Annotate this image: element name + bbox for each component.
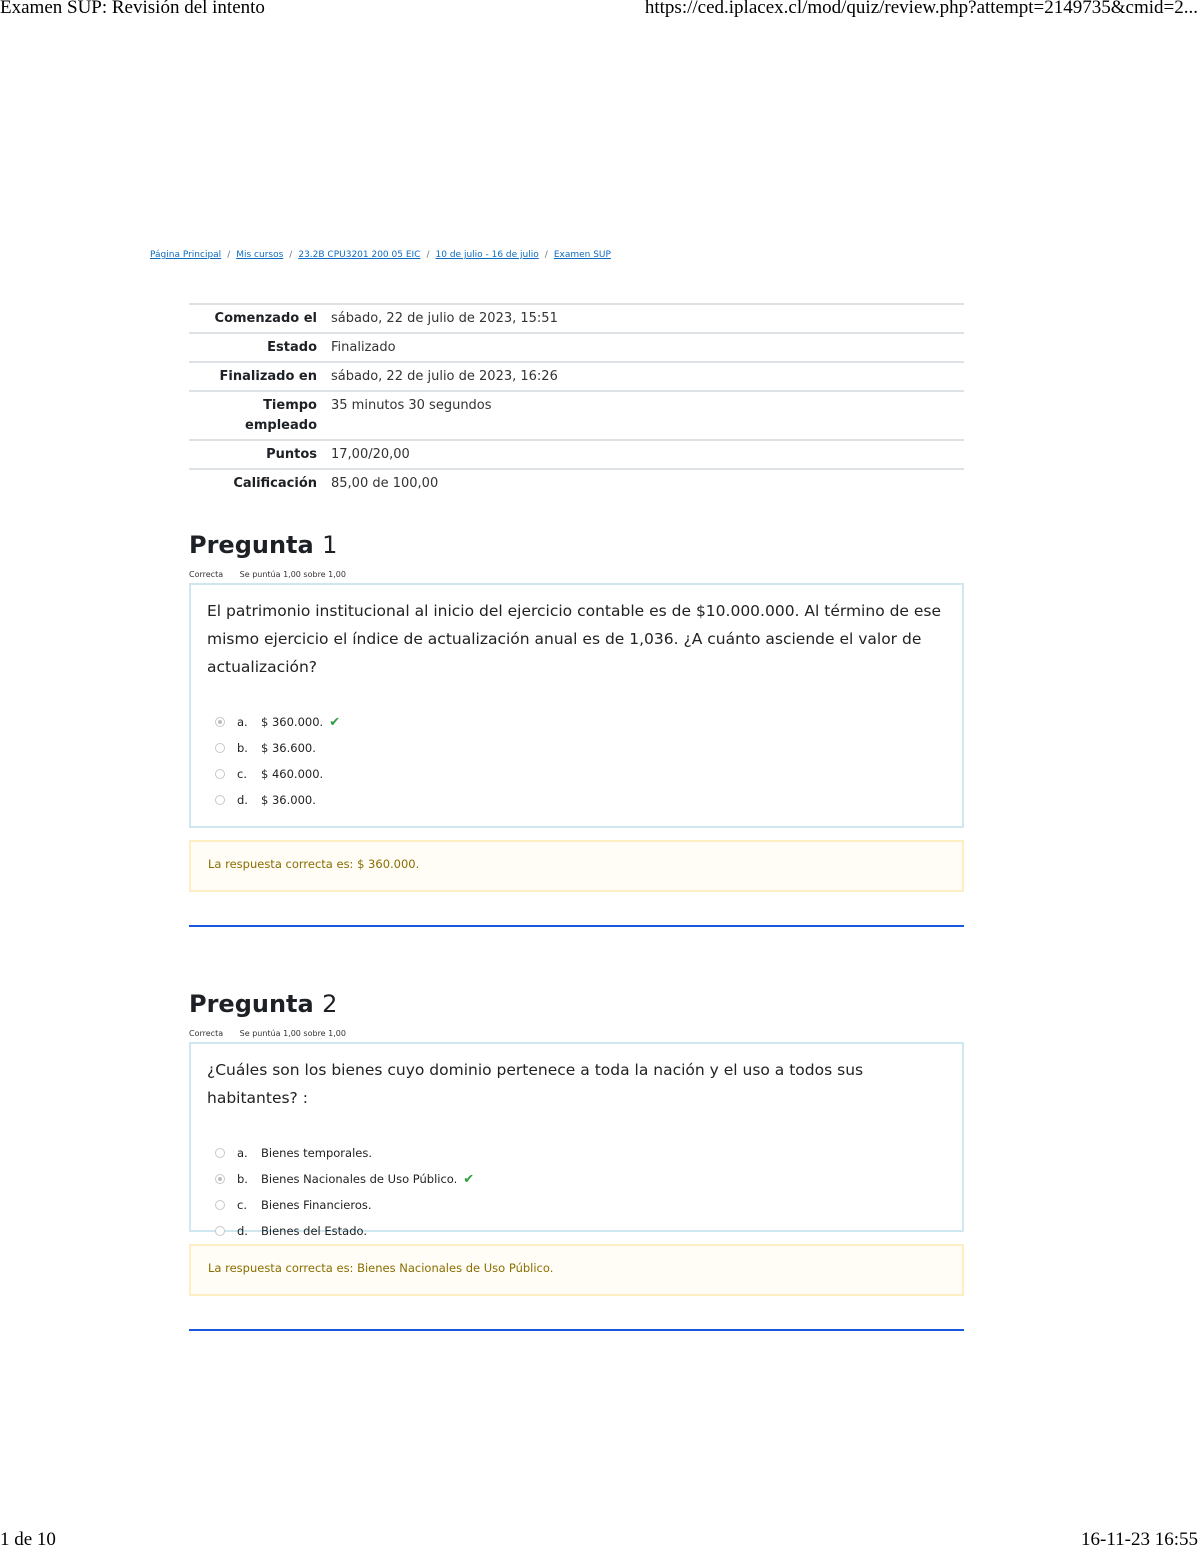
question-2-info (189, 1029, 346, 1038)
summary-row-time-taken (189, 391, 964, 440)
breadcrumb-week-link[interactable]: 10 de julio - 16 de julio (435, 250, 539, 260)
question-mark: Se puntúa 1,00 sobre 1,00 (239, 570, 346, 579)
summary-label: Tiempo empleado (245, 398, 317, 433)
answer-option[interactable] (215, 1192, 962, 1218)
answer-text: $ 36.600. (261, 741, 316, 755)
answer-list (215, 709, 962, 813)
summary-value: 85,00 de 100,00 (331, 476, 439, 491)
page-number: 1 de 10 (0, 1529, 56, 1550)
summary-label: Calificación (233, 476, 317, 491)
answer-option[interactable] (215, 1218, 962, 1244)
summary-value: 17,00/20,00 (331, 447, 410, 462)
summary-label: Finalizado en (219, 369, 317, 384)
radio-selected-icon[interactable] (215, 717, 225, 727)
radio-icon[interactable] (215, 743, 225, 753)
print-title: Examen SUP: Revisión del intento (0, 0, 265, 18)
checkmark-icon: ✔ (463, 1171, 475, 1187)
summary-value: sábado, 22 de julio de 2023, 16:26 (331, 369, 558, 384)
breadcrumb (150, 250, 611, 260)
answer-option[interactable] (215, 735, 962, 761)
answer-option[interactable] (215, 787, 962, 813)
answer-option[interactable] (215, 761, 962, 787)
answer-text: $ 36.000. (261, 793, 316, 807)
answer-option[interactable] (215, 1140, 962, 1166)
summary-value: Finalizado (331, 340, 396, 355)
question-state: Correcta (189, 570, 224, 579)
answer-letter: b. (237, 741, 248, 755)
question-1-content (189, 583, 964, 828)
question-1-title (189, 531, 337, 559)
print-footer (0, 1529, 1200, 1553)
summary-label: Puntos (266, 447, 317, 462)
print-header (0, 0, 1200, 21)
breadcrumb-quiz-link[interactable]: Examen SUP (553, 250, 611, 260)
question-mark: Se puntúa 1,00 sobre 1,00 (239, 1029, 346, 1038)
radio-icon[interactable] (215, 769, 225, 779)
question-title-word: Pregunta (189, 990, 314, 1018)
answer-option[interactable] (215, 1166, 962, 1192)
answer-letter: d. (237, 793, 248, 807)
answer-text: $ 460.000. (261, 767, 324, 781)
answer-text: Bienes del Estado. (261, 1224, 367, 1238)
question-number: 1 (322, 531, 338, 559)
summary-value: sábado, 22 de julio de 2023, 15:51 (331, 311, 558, 326)
summary-row-started (189, 304, 964, 333)
question-divider (189, 1329, 964, 1331)
correct-answer-text: La respuesta correcta es: $ 360.000. (208, 857, 420, 871)
answer-option[interactable] (215, 709, 962, 735)
answer-text: Bienes Financieros. (261, 1198, 372, 1212)
breadcrumb-separator: / (426, 250, 430, 260)
answer-letter: a. (237, 1146, 248, 1160)
correct-answer-text: La respuesta correcta es: Bienes Nacionales de Uso Público. (208, 1261, 554, 1275)
summary-row-marks (189, 440, 964, 469)
answer-letter: b. (237, 1172, 248, 1186)
question-2-content (189, 1042, 964, 1238)
summary-value: 35 minutos 30 segundos (331, 398, 492, 413)
breadcrumb-home-link[interactable]: Página Principal (150, 250, 222, 260)
radio-icon[interactable] (215, 1226, 225, 1236)
summary-row-grade (189, 469, 964, 497)
answer-letter: c. (237, 1198, 247, 1212)
attempt-summary-table (189, 303, 964, 497)
question-1-info (189, 570, 346, 579)
print-url: https://ced.iplacex.cl/mod/quiz/review.php?attempt=2149735&cmid=2... (644, 0, 1198, 18)
checkmark-icon: ✔ (329, 714, 341, 730)
answer-text: Bienes Nacionales de Uso Público. (261, 1172, 458, 1186)
radio-icon[interactable] (215, 795, 225, 805)
radio-selected-icon[interactable] (215, 1174, 225, 1184)
answer-list (215, 1140, 962, 1244)
breadcrumb-course-link[interactable]: 23.2B CPU3201 200 05 EIC (298, 250, 421, 260)
question-1-feedback (189, 840, 964, 892)
radio-icon[interactable] (215, 1148, 225, 1158)
question-number: 2 (322, 990, 338, 1018)
question-text: ¿Cuáles son los bienes cuyo dominio pertenece a toda la nación y el uso a todos sus habitantes? : (207, 1061, 864, 1107)
breadcrumb-my-courses-link[interactable]: Mis cursos (236, 250, 284, 260)
answer-text: Bienes temporales. (261, 1146, 372, 1160)
question-text: El patrimonio institucional al inicio del ejercicio contable es de $10.000.000. Al término de ese mismo ejercicio el índice de actualización anual es de 1,036. ¿A cuánto asciende el valor de actualización? (207, 602, 942, 676)
breadcrumb-separator: / (289, 250, 293, 260)
question-divider (189, 925, 964, 927)
summary-label: Comenzado el (214, 311, 317, 326)
answer-letter: c. (237, 767, 247, 781)
answer-letter: d. (237, 1224, 248, 1238)
question-2-title (189, 990, 337, 1018)
summary-row-state (189, 333, 964, 362)
question-2-feedback (189, 1244, 964, 1296)
print-datetime: 16-11-23 16:55 (1081, 1529, 1198, 1550)
answer-text: $ 360.000. (261, 715, 324, 729)
question-title-word: Pregunta (189, 531, 314, 559)
summary-row-completed (189, 362, 964, 391)
breadcrumb-separator: / (227, 250, 231, 260)
radio-icon[interactable] (215, 1200, 225, 1210)
breadcrumb-separator: / (544, 250, 548, 260)
answer-letter: a. (237, 715, 248, 729)
question-state: Correcta (189, 1029, 224, 1038)
summary-label: Estado (267, 340, 317, 355)
